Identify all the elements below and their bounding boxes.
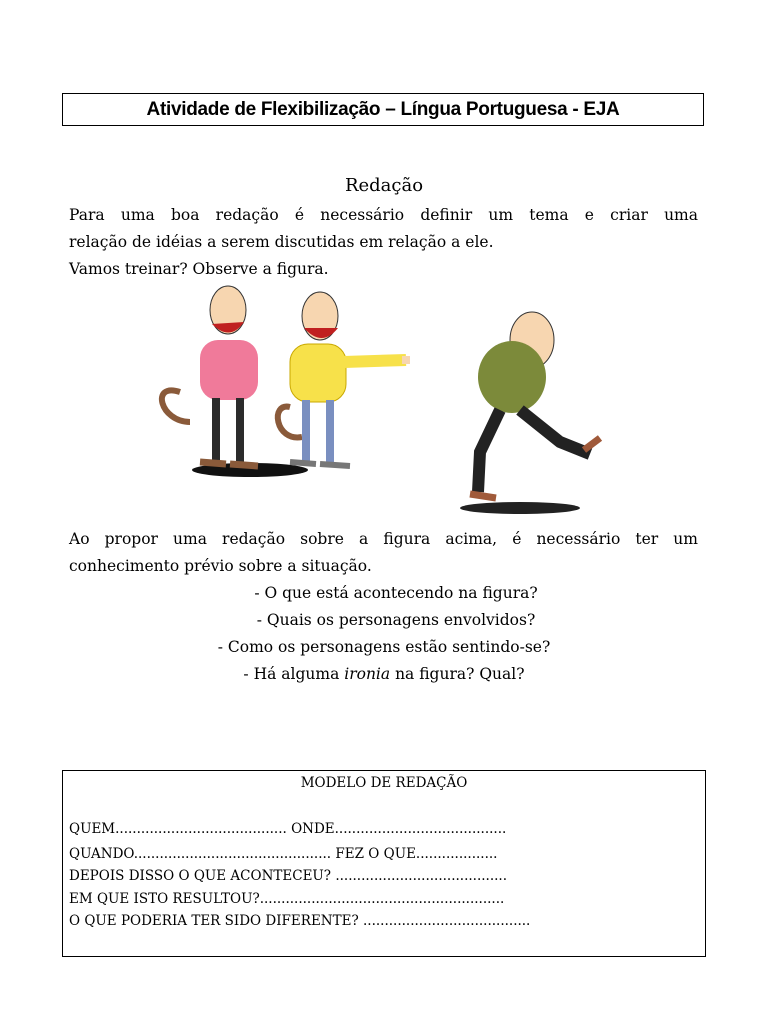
ground-shadow-right (460, 502, 580, 514)
intro-line-2: relação de idéias a serem discutidas em relação a ele. (69, 233, 494, 251)
cartoon-illustration (140, 272, 620, 522)
intro-paragraph (69, 202, 698, 283)
intro-line-1: Para uma boa redação é necessário definir um tema e criar uma (69, 206, 698, 224)
after-figure-line-2: conhecimento prévio sobre a situação. (69, 557, 372, 575)
question-4 (0, 665, 768, 683)
model-line-when-what: QUANDO.............................................. FEZ O QUE................... (69, 846, 498, 862)
model-line-who-where: QUEM........................................ ONDE........................................ (69, 821, 507, 837)
question-4-text-end: na figura? Qual? (390, 665, 525, 683)
model-line-result: EM QUE ISTO RESULTOU?......................................................... (69, 891, 505, 907)
character-walking-man (470, 312, 600, 498)
page-title: Atividade de Flexibilização – Língua Portuguesa - EJA (146, 98, 620, 120)
intro-line-3: Vamos treinar? Observe a figura. (69, 260, 329, 278)
question-2: - Quais os personagens envolvidos? (256, 611, 536, 629)
after-figure-paragraph (69, 526, 698, 580)
section-heading: Redação (344, 175, 424, 196)
question-4-text: - Há alguma (243, 665, 345, 683)
model-title: MODELO DE REDAÇÃO (300, 775, 468, 791)
title-box (62, 93, 704, 126)
question-1: - O que está acontecendo na figura? (254, 584, 538, 602)
question-4-emphasis: ironia (344, 665, 391, 683)
essay-model-box (62, 770, 706, 957)
character-pink-shirt (162, 286, 258, 466)
model-line-different: O QUE PODERIA TER SIDO DIFERENTE? ....................................... (69, 913, 531, 929)
after-figure-line-1: Ao propor uma redação sobre a figura acima, é necessário ter um (69, 530, 698, 548)
character-yellow-shirt (278, 292, 410, 466)
model-line-after: DEPOIS DISSO O QUE ACONTECEU? ........................................ (69, 868, 507, 884)
question-3: - Como os personagens estão sentindo-se? (217, 638, 551, 656)
